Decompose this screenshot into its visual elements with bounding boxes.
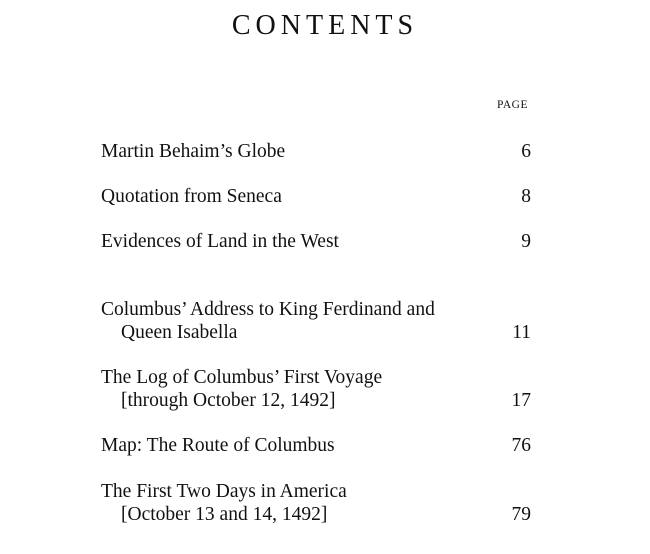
toc-entry-page-number: 17 xyxy=(511,390,531,411)
toc-entry-title: Map: The Route of Columbus xyxy=(101,435,335,456)
toc-entry-title: The Log of Columbus’ First Voyage xyxy=(101,367,383,388)
toc-entry-page-number: 76 xyxy=(511,435,531,456)
toc-entry-page-number: 8 xyxy=(521,186,531,207)
toc-entry-title-continued: [through October 12, 1492] xyxy=(121,390,336,411)
toc-entry-page-number: 79 xyxy=(511,504,531,525)
toc-entry-page-number: 6 xyxy=(521,141,531,162)
toc-entry-first-two-days xyxy=(101,480,531,526)
toc-entry-map-route xyxy=(101,434,531,457)
toc-entry-log-first-voyage xyxy=(101,366,531,412)
toc-entry-martin-behaims-globe xyxy=(101,140,531,163)
toc-entry-columbus-address xyxy=(101,298,531,344)
page-column-label: PAGE xyxy=(497,99,528,111)
toc-entry-page-number: 9 xyxy=(521,231,531,252)
toc-entry-title: Quotation from Seneca xyxy=(101,186,282,207)
toc-entry-title: Columbus’ Address to King Ferdinand and xyxy=(101,299,435,320)
toc-entry-title: The First Two Days in America xyxy=(101,481,347,502)
toc-entry-page-number: 11 xyxy=(512,322,531,343)
toc-entry-title-continued: Queen Isabella xyxy=(121,322,238,343)
toc-entry-quotation-from-seneca xyxy=(101,185,531,208)
toc-entry-title-continued: [October 13 and 14, 1492] xyxy=(121,504,328,525)
toc-entry-title: Martin Behaim’s Globe xyxy=(101,141,286,162)
toc-entry-evidences-of-land xyxy=(101,230,531,253)
page-title: CONTENTS xyxy=(231,10,419,41)
toc-entry-title: Evidences of Land in the West xyxy=(101,231,339,252)
